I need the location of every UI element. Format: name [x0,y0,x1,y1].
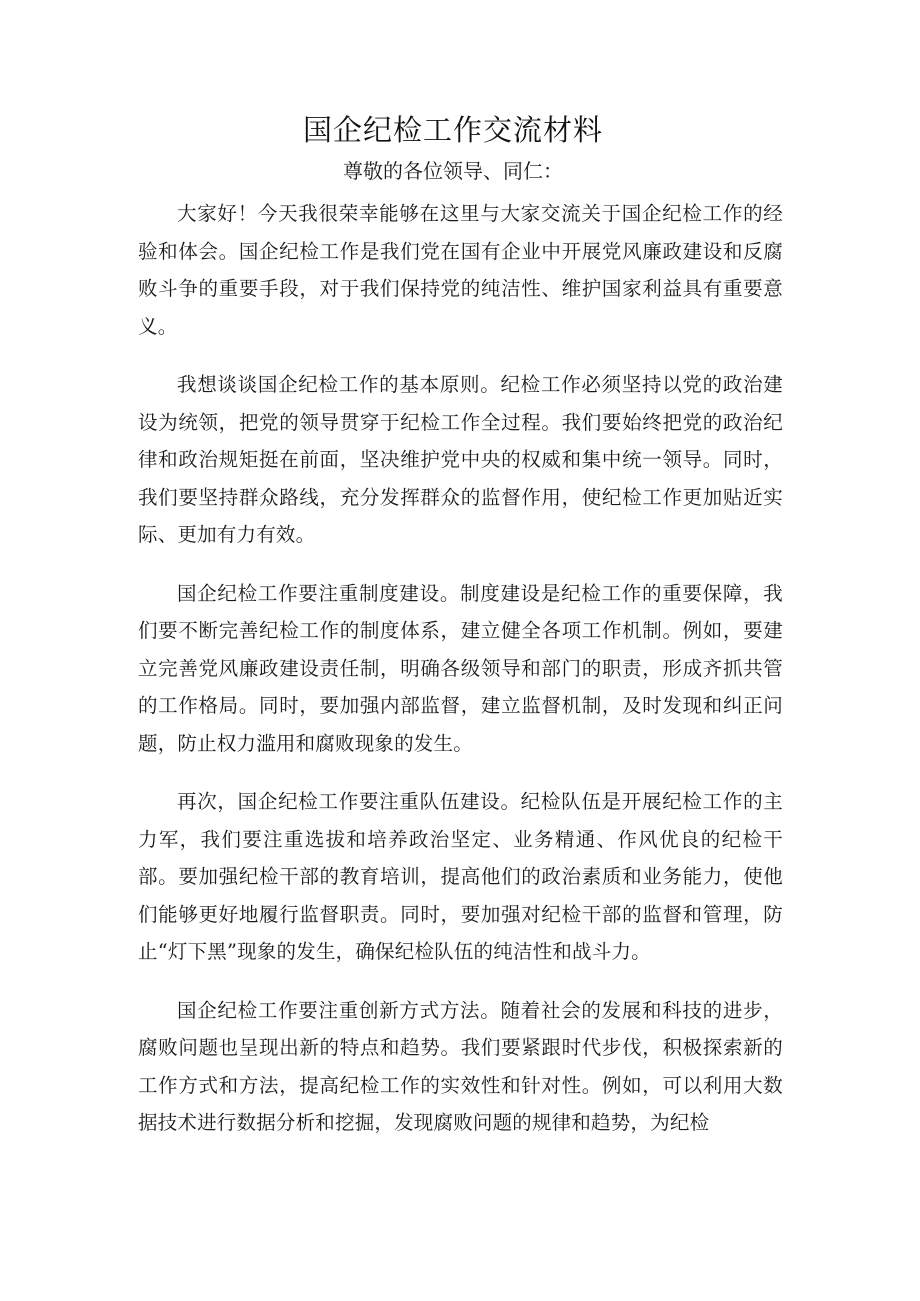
salutation: 尊敬的各位领导、同仁： [343,159,563,183]
paragraph-2: 我想谈谈国企纪检工作的基本原则。纪检工作必须坚持以党的政治建设为统领，把党的领导贯穿于纪检工作全过程。我们要始终把党的政治纪律和政治规矩挺在前面，坚决维护党中央的权威和集中统一领导。同时，我们要坚持群众路线，充分发挥群众的监督作用，使纪检工作更加贴近实际、更加有力有效。 [138,373,783,546]
paragraph-3: 国企纪检工作要注重制度建设。制度建设是纪检工作的重要保障，我们要不断完善纪检工作的制度体系，建立健全各项工作机制。例如，要建立完善党风廉政建设责任制，明确各级领导和部门的职责，形成齐抓共管的工作格局。同时，要加强内部监督，建立监督机制，及时发现和纠正问题，防止权力滥用和腐败现象的发生。 [138,581,783,755]
document-body [138,195,783,1163]
document-title: 国企纪检工作交流材料 [302,113,603,147]
paragraph-4: 再次，国企纪检工作要注重队伍建设。纪检队伍是开展纪检工作的主力军，我们要注重选拔和培养政治坚定、业务精通、作风优良的纪检干部。要加强纪检干部的教育培训，提高他们的政治素质和业务能力，使他们能够更好地履行监督职责。同时，要加强对纪检干部的监督和管理，防止“灯下黑”现象的发生，确保纪检队伍的纯洁性和战斗力。 [138,790,783,963]
paragraph-1: 大家好！今天我很荣幸能够在这里与大家交流关于国企纪检工作的经验和体会。国企纪检工作是我们党在国有企业中开展党风廉政建设和反腐败斗争的重要手段，对于我们保持党的纯洁性、维护国家利益具有重要意义。 [138,202,783,338]
paragraph-5: 国企纪检工作要注重创新方式方法。随着社会的发展和科技的进步，腐败问题也呈现出新的特点和趋势。我们要紧跟时代步伐，积极探索新的工作方式和方法，提高纪检工作的实效性和针对性。例如，可以利用大数据技术进行数据分析和挖掘，发现腐败问题的规律和趋势，为纪检 [138,998,783,1134]
